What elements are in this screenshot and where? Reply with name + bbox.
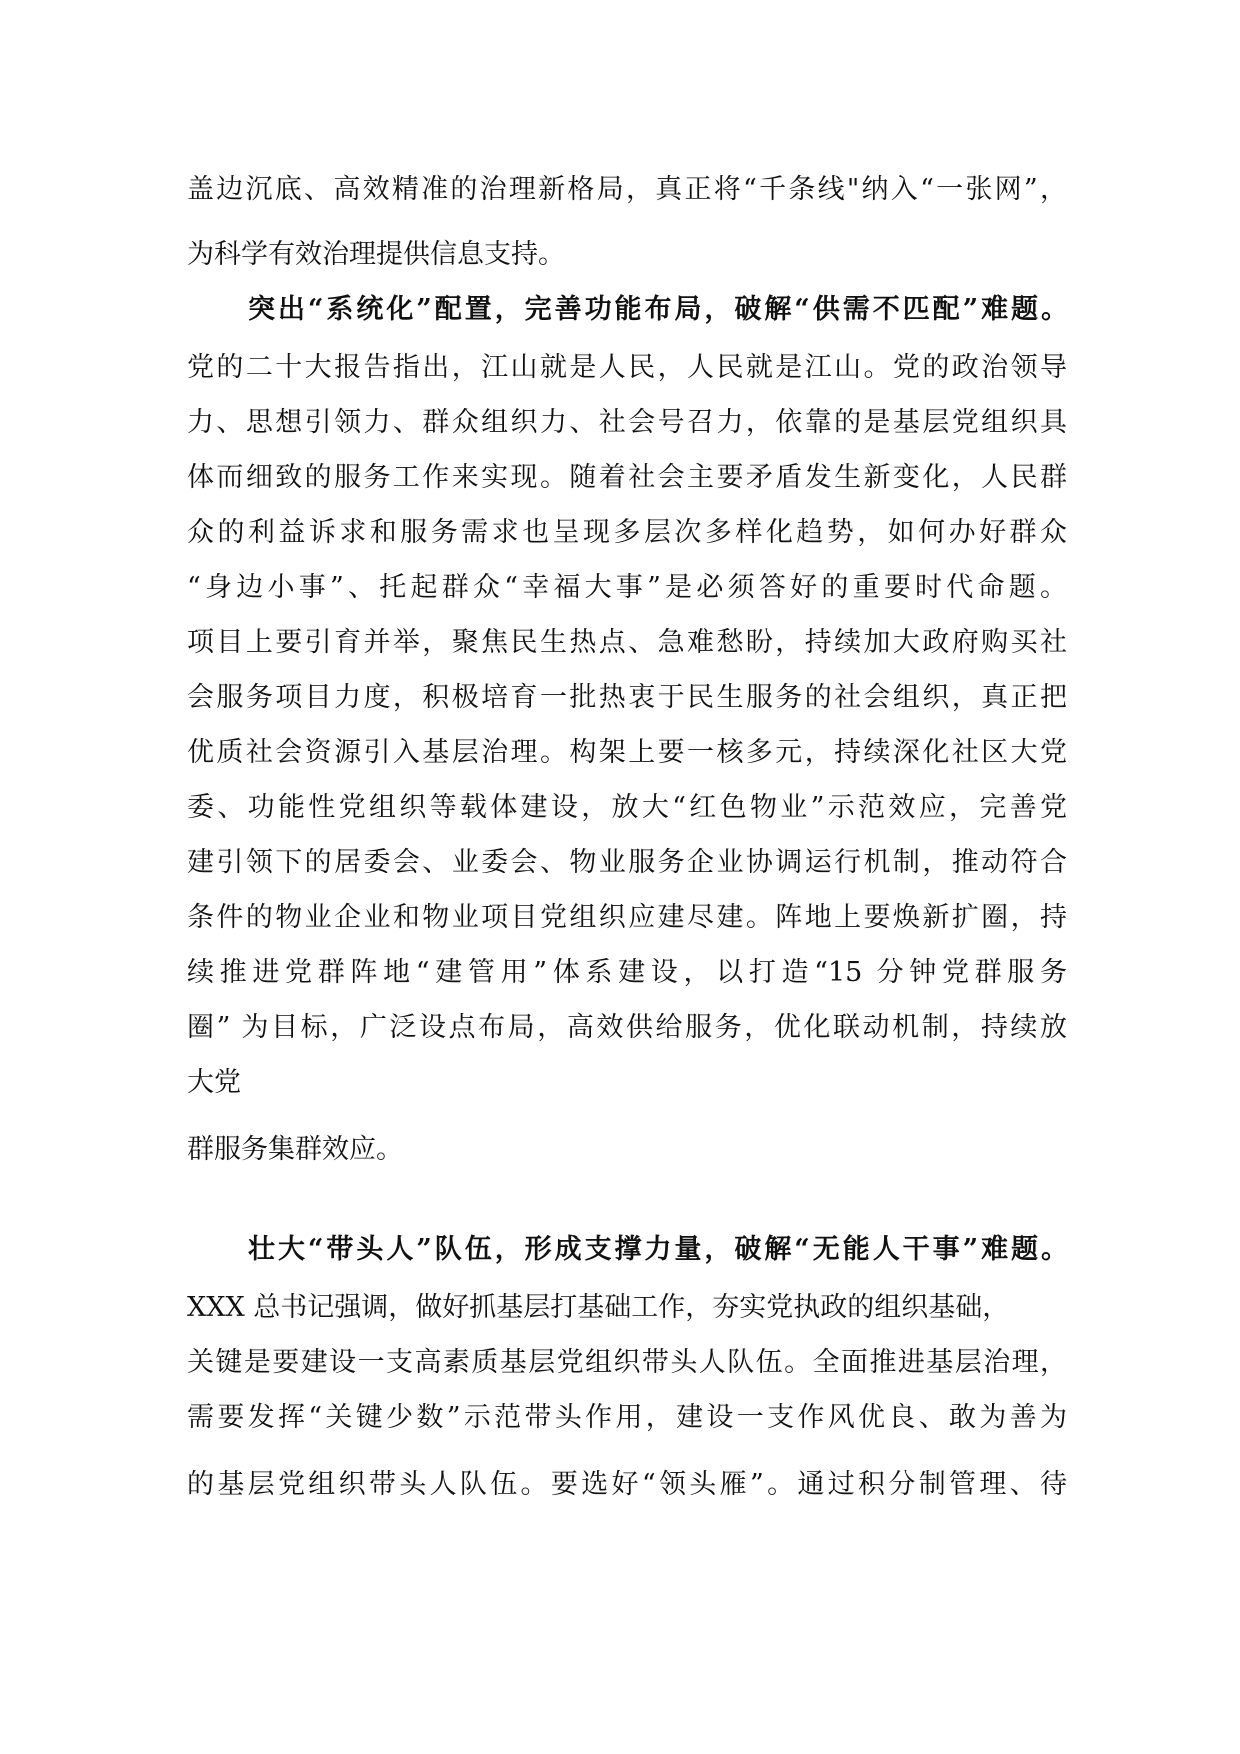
text-line: 条件的物业企业和物业项目党组织应建尽建。阵地上要焕新扩圈，持	[187, 902, 1067, 933]
text-line: 优质社会资源引入基层治理。构架上要一核多元，持续深化社区大党	[187, 737, 1067, 768]
text-line: 为科学有效治理提供信息支持。	[187, 239, 565, 270]
text-line: 需要发挥“关键少数”示范带头作用，建设一支作风优良、敢为善为	[187, 1402, 1067, 1433]
section-heading: 突出“系统化”配置，完善功能布局，破解“供需不匹配”难题。	[248, 294, 1068, 325]
text-line: 项目上要引育并举，聚焦民生热点、急难愁盼，持续加大政府购买社	[187, 627, 1067, 658]
text-line: 盖边沉底、高效精准的治理新格局，真正将“千条线"纳入“一张网”，	[187, 174, 1067, 205]
text-line: XXX 总书记强调，做好抓基层打基础工作，夯实党执政的组织基础，	[187, 1292, 1010, 1323]
text-line: 众的利益诉求和服务需求也呈现多层次多样化趋势，如何办好群众	[187, 517, 1067, 548]
text-line: 群服务集群效应。	[187, 1134, 403, 1165]
text-line: 力、思想引领力、群众组织力、社会号召力，依靠的是基层党组织具	[187, 407, 1067, 438]
text-line: 续推进党群阵地“建管用”体系建设，以打造“15 分钟党群服务	[187, 957, 1067, 988]
section-heading: 壮大“带头人”队伍，形成支撑力量，破解“无能人干事”难题。	[248, 1234, 1068, 1265]
text-line: 大党	[187, 1067, 241, 1098]
text-line: 关键是要建设一支高素质基层党组织带头人队伍。全面推进基层治理，	[187, 1347, 1067, 1378]
text-line: 体而细致的服务工作来实现。随着社会主要矛盾发生新变化，人民群	[187, 462, 1067, 493]
text-line: 委、功能性党组织等载体建设，放大“红色物业”示范效应，完善党	[187, 792, 1067, 823]
text-line: 会服务项目力度，积极培育一批热衷于民生服务的社会组织，真正把	[187, 682, 1067, 713]
text-line: “身边小事”、托起群众“幸福大事”是必须答好的重要时代命题。	[187, 572, 1067, 603]
text-line: 建引领下的居委会、业委会、物业服务企业协调运行机制，推动符合	[187, 847, 1067, 878]
text-line: 的基层党组织带头人队伍。要选好“领头雁”。通过积分制管理、待	[187, 1469, 1067, 1500]
text-line: 党的二十大报告指出，江山就是人民，人民就是江山。党的政治领导	[187, 352, 1067, 383]
text-line: 圈” 为目标，广泛设点布局，高效供给服务，优化联动机制，持续放	[187, 1012, 1067, 1043]
